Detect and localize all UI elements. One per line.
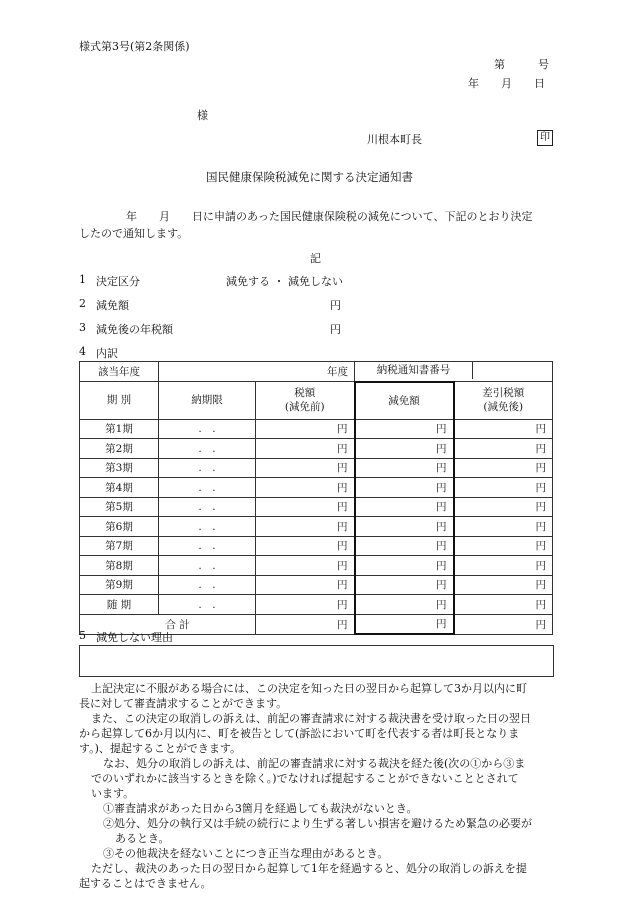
row-deadline: . . (159, 478, 256, 498)
row-deadline: . . (159, 536, 256, 556)
row-deadline: . . (159, 517, 256, 537)
note-1b: 長に対して審査請求することができます。 (79, 697, 288, 710)
row-diff: 円 (454, 478, 553, 498)
fiscal-year-suffix: 年度 (327, 366, 348, 378)
notice-number-cell (355, 362, 553, 382)
note-2c: す。)、提起することができます。 (79, 742, 242, 755)
row-diff: 円 (454, 458, 553, 478)
note-2b: から起算して6か月以内に、町を被告として(訴訟において町を代表する者は町長となりま (79, 727, 520, 740)
item-5-number: 5 (79, 629, 86, 642)
row-tax: 円 (256, 595, 355, 615)
item-4-number: 4 (79, 345, 86, 358)
row-reduction: 円 (355, 556, 454, 576)
row-reduction: 円 (355, 497, 454, 517)
header-deadline: 納期限 (159, 382, 256, 420)
issue-date: 年 月 日 (468, 77, 545, 90)
note-2a: また、この決定の取消しの訴えは、前記の審査請求に対する裁決書を受け取った日の翌日 (91, 712, 531, 725)
row-reduction: 円 (355, 439, 454, 459)
table-row (80, 517, 553, 537)
row-period: 第1期 (80, 419, 159, 439)
row-diff: 円 (454, 575, 553, 595)
reason-box (79, 645, 554, 677)
row-deadline: . . (159, 497, 256, 517)
row-diff: 円 (454, 517, 553, 537)
row-deadline: . . (159, 419, 256, 439)
row-tax: 円 (256, 419, 355, 439)
decision-options: 減免する ・ 減免しない (226, 275, 343, 288)
document-number: 第 号 (494, 58, 549, 71)
item-3-number: 3 (79, 321, 86, 334)
header-diff-line-1: 差引税額 (482, 387, 525, 400)
note-3c: います。 (91, 787, 135, 800)
notice-number-label: 納税通知書番号 (355, 361, 473, 379)
table-row (80, 478, 553, 498)
intro-line-1: 年 月 日に申請のあった国民健康保険税の減免について、下記のとおり決定 (126, 210, 533, 223)
row-period: 第3期 (80, 458, 159, 478)
row-reduction: 円 (355, 419, 454, 439)
item-4-label: 内訳 (96, 347, 118, 360)
row-period: 第2期 (80, 439, 159, 459)
row-tax: 円 (256, 458, 355, 478)
intro-line-2: したので通知します。 (79, 227, 189, 240)
table-row (80, 439, 553, 459)
table-row (80, 536, 553, 556)
row-period: 第7期 (80, 536, 159, 556)
table-row (80, 595, 553, 615)
row-tax: 円 (256, 517, 355, 537)
row-period: 第9期 (80, 575, 159, 595)
row-reduction: 円 (355, 458, 454, 478)
header-tax-line-2: (減免前) (284, 401, 325, 414)
item-3-unit: 円 (330, 323, 341, 336)
table-row (80, 458, 553, 478)
row-tax: 円 (256, 497, 355, 517)
condition-2a: ②処分、処分の執行又は手続の続行により生ずる著しい損害を避けるため緊急の必要が (103, 817, 532, 830)
fiscal-year-cell (159, 362, 355, 382)
row-deadline: . . (159, 458, 256, 478)
row-tax: 円 (256, 439, 355, 459)
table-row (80, 575, 553, 595)
total-diff: 円 (454, 614, 553, 634)
condition-1: ①審査請求があった日から3箇月を経過しても裁決がないとき。 (103, 802, 418, 815)
row-deadline: . . (159, 556, 256, 576)
item-3-label: 減免後の年税額 (96, 323, 173, 336)
fiscal-year-row (80, 362, 553, 382)
header-reduction: 減免額 (355, 382, 454, 420)
row-reduction: 円 (355, 478, 454, 498)
row-deadline: . . (159, 595, 256, 615)
table-row (80, 419, 553, 439)
header-period: 期 別 (80, 382, 159, 420)
row-diff: 円 (454, 439, 553, 459)
note-1a: 上記決定に不服がある場合には、この決定を知った日の翌日から起算して3か月以内に町 (91, 682, 527, 695)
note-3a: なお、処分の取消しの訴えは、前記の審査請求に対する裁決を経た後(次の①から③ま (103, 757, 526, 770)
document-title: 国民健康保険税減免に関する決定通知書 (206, 170, 413, 184)
item-2-number: 2 (79, 297, 86, 310)
item-5-label: 減免しない理由 (96, 631, 173, 644)
issuer-name: 川根本町長 (367, 133, 422, 146)
item-1-number: 1 (79, 273, 86, 286)
row-period: 第6期 (80, 517, 159, 537)
row-tax: 円 (256, 575, 355, 595)
note-3b: でのいずれかに該当するときを除く。)でなければ提起することができないこととされて (91, 772, 519, 785)
form-label: 様式第3号(第2条関係) (79, 40, 190, 53)
header-diff-line-2: (減免後) (483, 401, 524, 414)
row-deadline: . . (159, 575, 256, 595)
breakdown-table (79, 361, 553, 635)
row-reduction: 円 (355, 575, 454, 595)
fiscal-year-label: 該当年度 (80, 362, 159, 382)
row-diff: 円 (454, 556, 553, 576)
item-1-label: 決定区分 (96, 275, 140, 288)
row-reduction: 円 (355, 536, 454, 556)
row-reduction: 円 (355, 595, 454, 615)
header-tax-line-1: 税額 (294, 387, 316, 400)
row-period: 第8期 (80, 556, 159, 576)
row-diff: 円 (454, 595, 553, 615)
row-period: 第5期 (80, 497, 159, 517)
table-row (80, 497, 553, 517)
header-row (80, 382, 553, 420)
seal-mark: 印 (537, 130, 553, 146)
row-period: 第4期 (80, 478, 159, 498)
row-reduction: 円 (355, 517, 454, 537)
ki-heading: 記 (310, 252, 321, 265)
row-diff: 円 (454, 419, 553, 439)
header-diff (454, 382, 553, 420)
row-diff: 円 (454, 497, 553, 517)
item-2-unit: 円 (330, 299, 341, 312)
item-2-label: 減免額 (96, 299, 129, 312)
row-tax: 円 (256, 556, 355, 576)
note-4a: ただし、裁決のあった日の翌日から起算して1年を経過すると、処分の取消しの訴えを提 (91, 862, 527, 875)
header-tax (256, 382, 355, 420)
total-tax: 円 (256, 614, 355, 634)
row-deadline: . . (159, 439, 256, 459)
row-tax: 円 (256, 478, 355, 498)
condition-2b: あるとき。 (115, 832, 170, 845)
note-4b: 起することはできません。 (79, 877, 212, 890)
row-diff: 円 (454, 536, 553, 556)
row-tax: 円 (256, 536, 355, 556)
condition-3: ③その他裁決を経ないことにつき正当な理由があるとき。 (103, 847, 389, 860)
addressee-suffix: 様 (197, 109, 208, 122)
total-label: 合 計 (80, 614, 256, 634)
total-reduction: 円 (355, 614, 454, 634)
row-period: 随 期 (80, 595, 159, 615)
table-row (80, 556, 553, 576)
